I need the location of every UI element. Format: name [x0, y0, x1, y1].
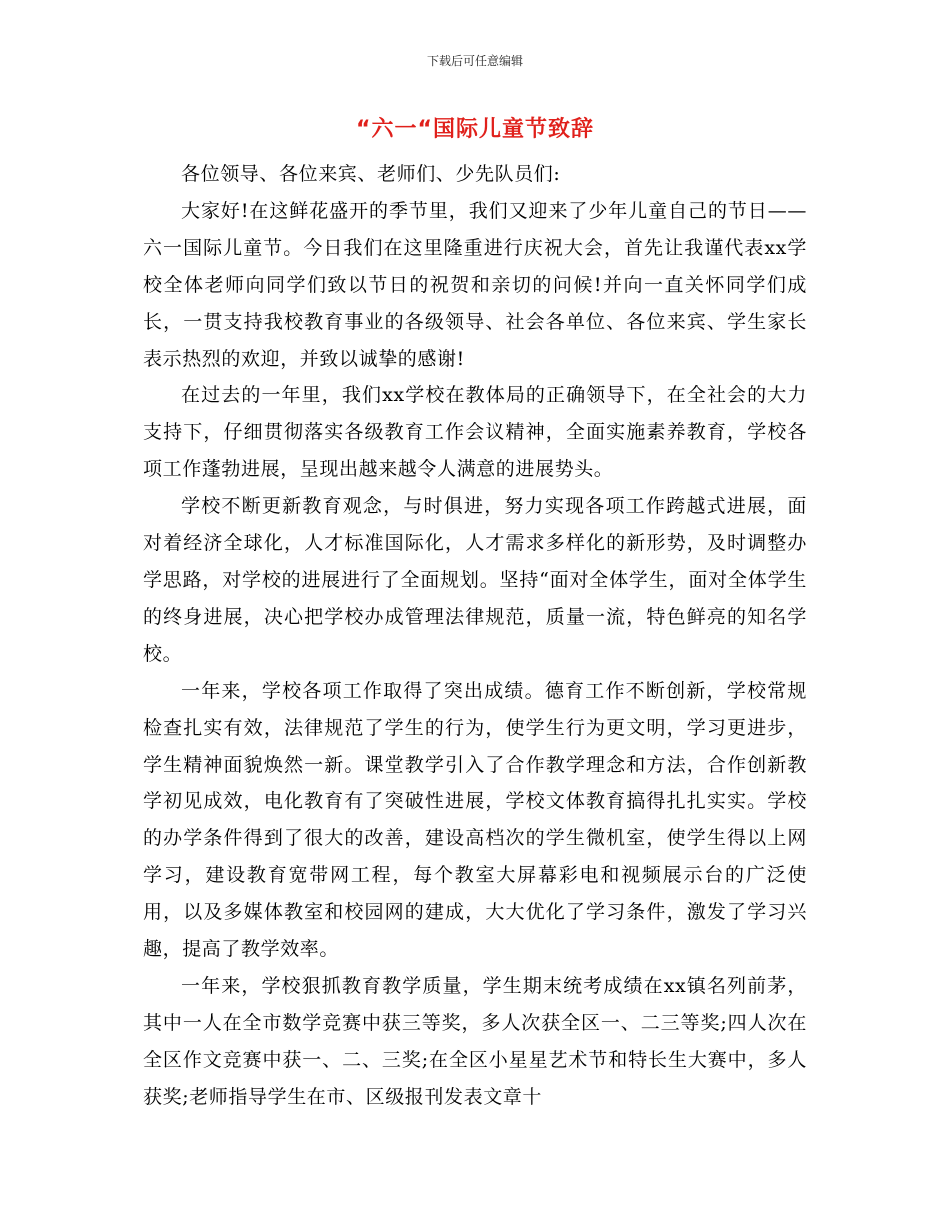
- document-body: [143, 156, 807, 1116]
- body-paragraph: 一年来，学校各项工作取得了突出成绩。德育工作不断创新，学校常规检查扎实有效，法律规范了学生的行为，使学生行为更文明，学习更进步，学生精神面貌焕然一新。课堂教学引入了合作教学理念和方法，合作创新教学初见成效，电化教育有了突破性进展，学校文体教育搞得扎扎实实。学校的办学条件得到了很大的改善，建设高档次的学生微机室，使学生得以上网学习，建设教育宽带网工程，每个教室大屏幕彩电和视频展示台的广泛使用，以及多媒体教室和校园网的建成，大大优化了学习条件，激发了学习兴趣，提高了教学效率。: [143, 679, 807, 961]
- document-title: “六一“国际儿童节致辞: [356, 117, 594, 142]
- salutation-paragraph: 各位领导、各位来宾、老师们、少先队员们:: [181, 163, 561, 185]
- body-paragraph: 在过去的一年里，我们xx学校在教体局的正确领导下，在全社会的大力支持下，仔细贯彻落实各级教育工作会议精神，全面实施素养教育，学校各项工作蓬勃进展，呈现出越来越令人满意的进展势头。: [143, 384, 807, 481]
- body-paragraph: 大家好!在这鲜花盛开的季节里，我们又迎来了少年儿童自己的节日——六一国际儿童节。今日我们在这里隆重进行庆祝大会，首先让我谨代表xx学校全体老师向同学们致以节日的祝贺和亲切的问候!并向一直关怀同学们成长，一贯支持我校教育事业的各级领导、社会各单位、各位来宾、学生家长表示热烈的欢迎，并致以诚挚的感谢!: [143, 199, 807, 370]
- body-paragraph: 一年来，学校狠抓教育教学质量，学生期末统考成绩在xx镇名列前茅，其中一人在全市数学竞赛中获三等奖，多人次获全区一、二三等奖;四人次在全区作文竞赛中获一、二、三奖;在全区小星星艺术节和特长生大赛中，多人获奖;老师指导学生在市、区级报刊发表文章十: [143, 974, 807, 1108]
- body-paragraph: 学校不断更新教育观念，与时俱进，努力实现各项工作跨越式进展，面对着经济全球化，人才标准国际化，人才需求多样化的新形势，及时调整办学思路，对学校的进展进行了全面规划。坚持“面对全体学生，面对全体学生的终身进展，决心把学校办成管理法律规范，质量一流，特色鲜亮的知名学校。: [143, 495, 807, 665]
- header-note: 下载后可任意编辑: [426, 54, 523, 68]
